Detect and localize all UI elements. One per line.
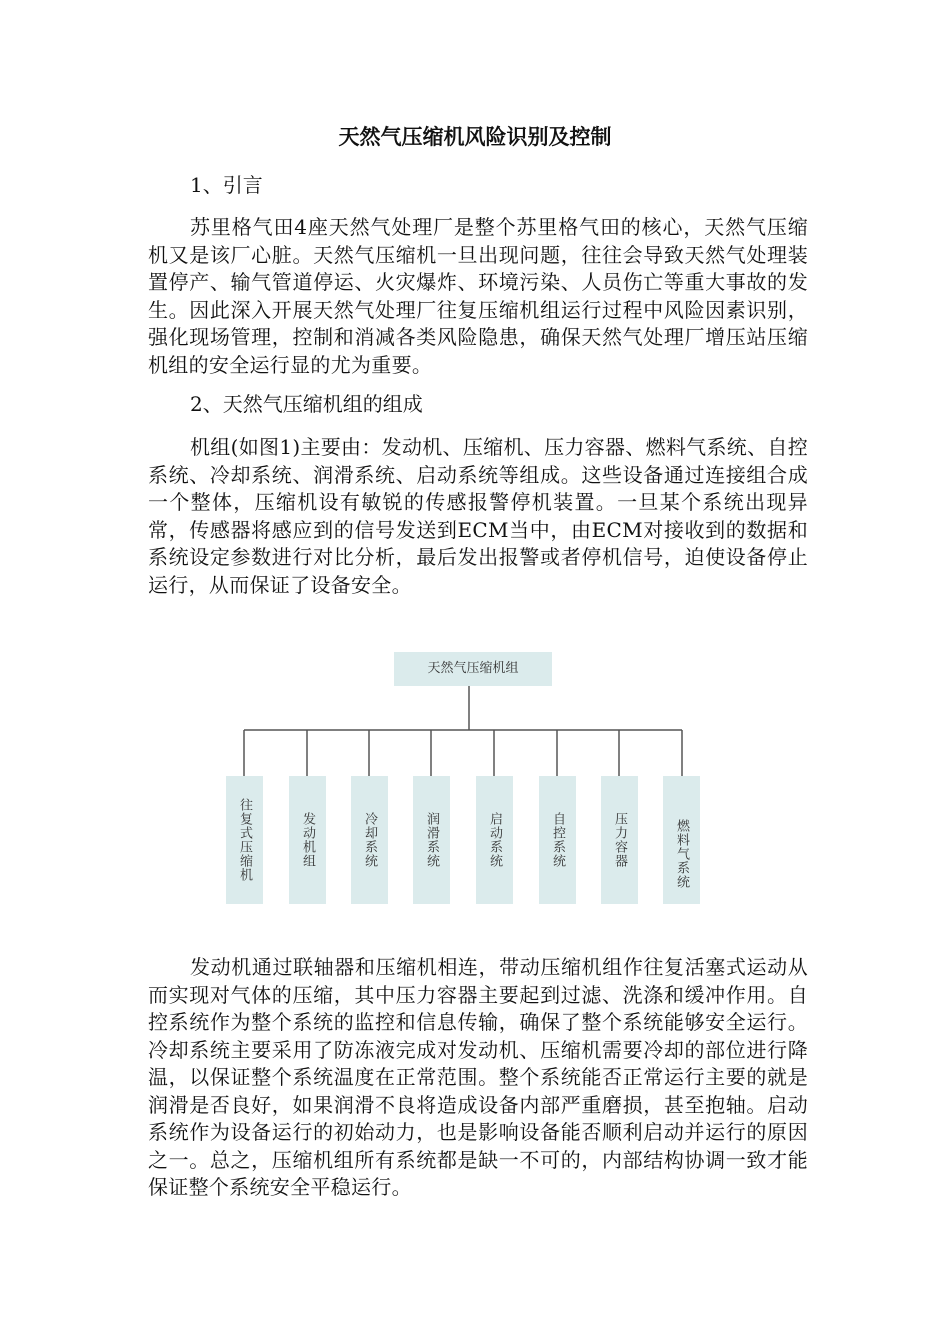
diagram-child-node <box>289 776 326 904</box>
paragraph-system-functions: 发动机通过联轴器和压缩机相连，带动压缩机组作往复活塞式运动从而实现对气体的压缩，其中压力容器主要起到过滤、洗涤和缓冲作用。自控系统作为整个系统的监控和信息传输，确保了整个系统能够安全运行。冷却系统主要采用了防冻液完成对发动机、压缩机需要冷却的部位进行降温，以保证整个系统温度在正常范围。整个系统能否正常运行主要的就是润滑是否良好，如果润滑不良将造成设备内部严重磨损，甚至抱轴。启动系统作为设备运行的初始动力，也是影响设备能否顺利启动并运行的原因之一。总之，压缩机组所有系统都是缺一不可的，内部结构协调一致才能保证整个系统安全平稳运行。 <box>148 955 808 1199</box>
diagram-child-node <box>601 776 638 904</box>
diagram-child-label: 启动系统 <box>487 812 502 868</box>
diagram-child-label: 发动机组 <box>300 812 315 868</box>
diagram-child-label: 自控系统 <box>550 812 565 868</box>
section-heading-introduction: 1、引言 <box>190 173 263 197</box>
document-title: 天然气压缩机风险识别及控制 <box>338 125 612 149</box>
paragraph-introduction: 苏里格气田4座天然气处理厂是整个苏里格气田的核心，天然气压缩机又是该厂心脏。天然气压缩机一旦出现问题，往往会导致天然气处理装置停产、输气管道停运、火灾爆炸、环境污染、人员伤亡等重大事故的发生。因此深入开展天然气处理厂往复压缩机组运行过程中风险因素识别，强化现场管理，控制和消减各类风险隐患，确保天然气处理厂增压站压缩机组的安全运行显的尤为重要。 <box>148 215 808 377</box>
diagram-root-node: 天然气压缩机组 <box>394 652 552 686</box>
paragraph-composition: 机组(如图1)主要由：发动机、压缩机、压力容器、燃料气系统、自控系统、冷却系统、润滑系统、启动系统等组成。这些设备通过连接组合成一个整体，压缩机设有敏锐的传感报警停机装置。一旦某个系统出现异常，传感器将感应到的信号发送到ECM当中，由ECM对接收到的数据和系统设定参数进行对比分析，最后发出报警或者停机信号，迫使设备停止运行，从而保证了设备安全。 <box>148 435 808 597</box>
diagram-child-label: 压力容器 <box>612 812 627 868</box>
diagram-child-label: 往复式压缩机 <box>237 798 252 882</box>
diagram-child-node <box>226 776 263 904</box>
section-heading-composition: 2、天然气压缩机组的组成 <box>190 392 423 416</box>
diagram-child-node <box>476 776 513 904</box>
diagram-child-node <box>663 776 700 904</box>
diagram-child-node <box>351 776 388 904</box>
diagram-child-label: 燃料气系统 <box>674 819 689 889</box>
diagram-child-node <box>413 776 450 904</box>
diagram-child-node <box>539 776 576 904</box>
diagram-child-label: 冷却系统 <box>362 812 377 868</box>
diagram-child-label: 润滑系统 <box>424 812 439 868</box>
